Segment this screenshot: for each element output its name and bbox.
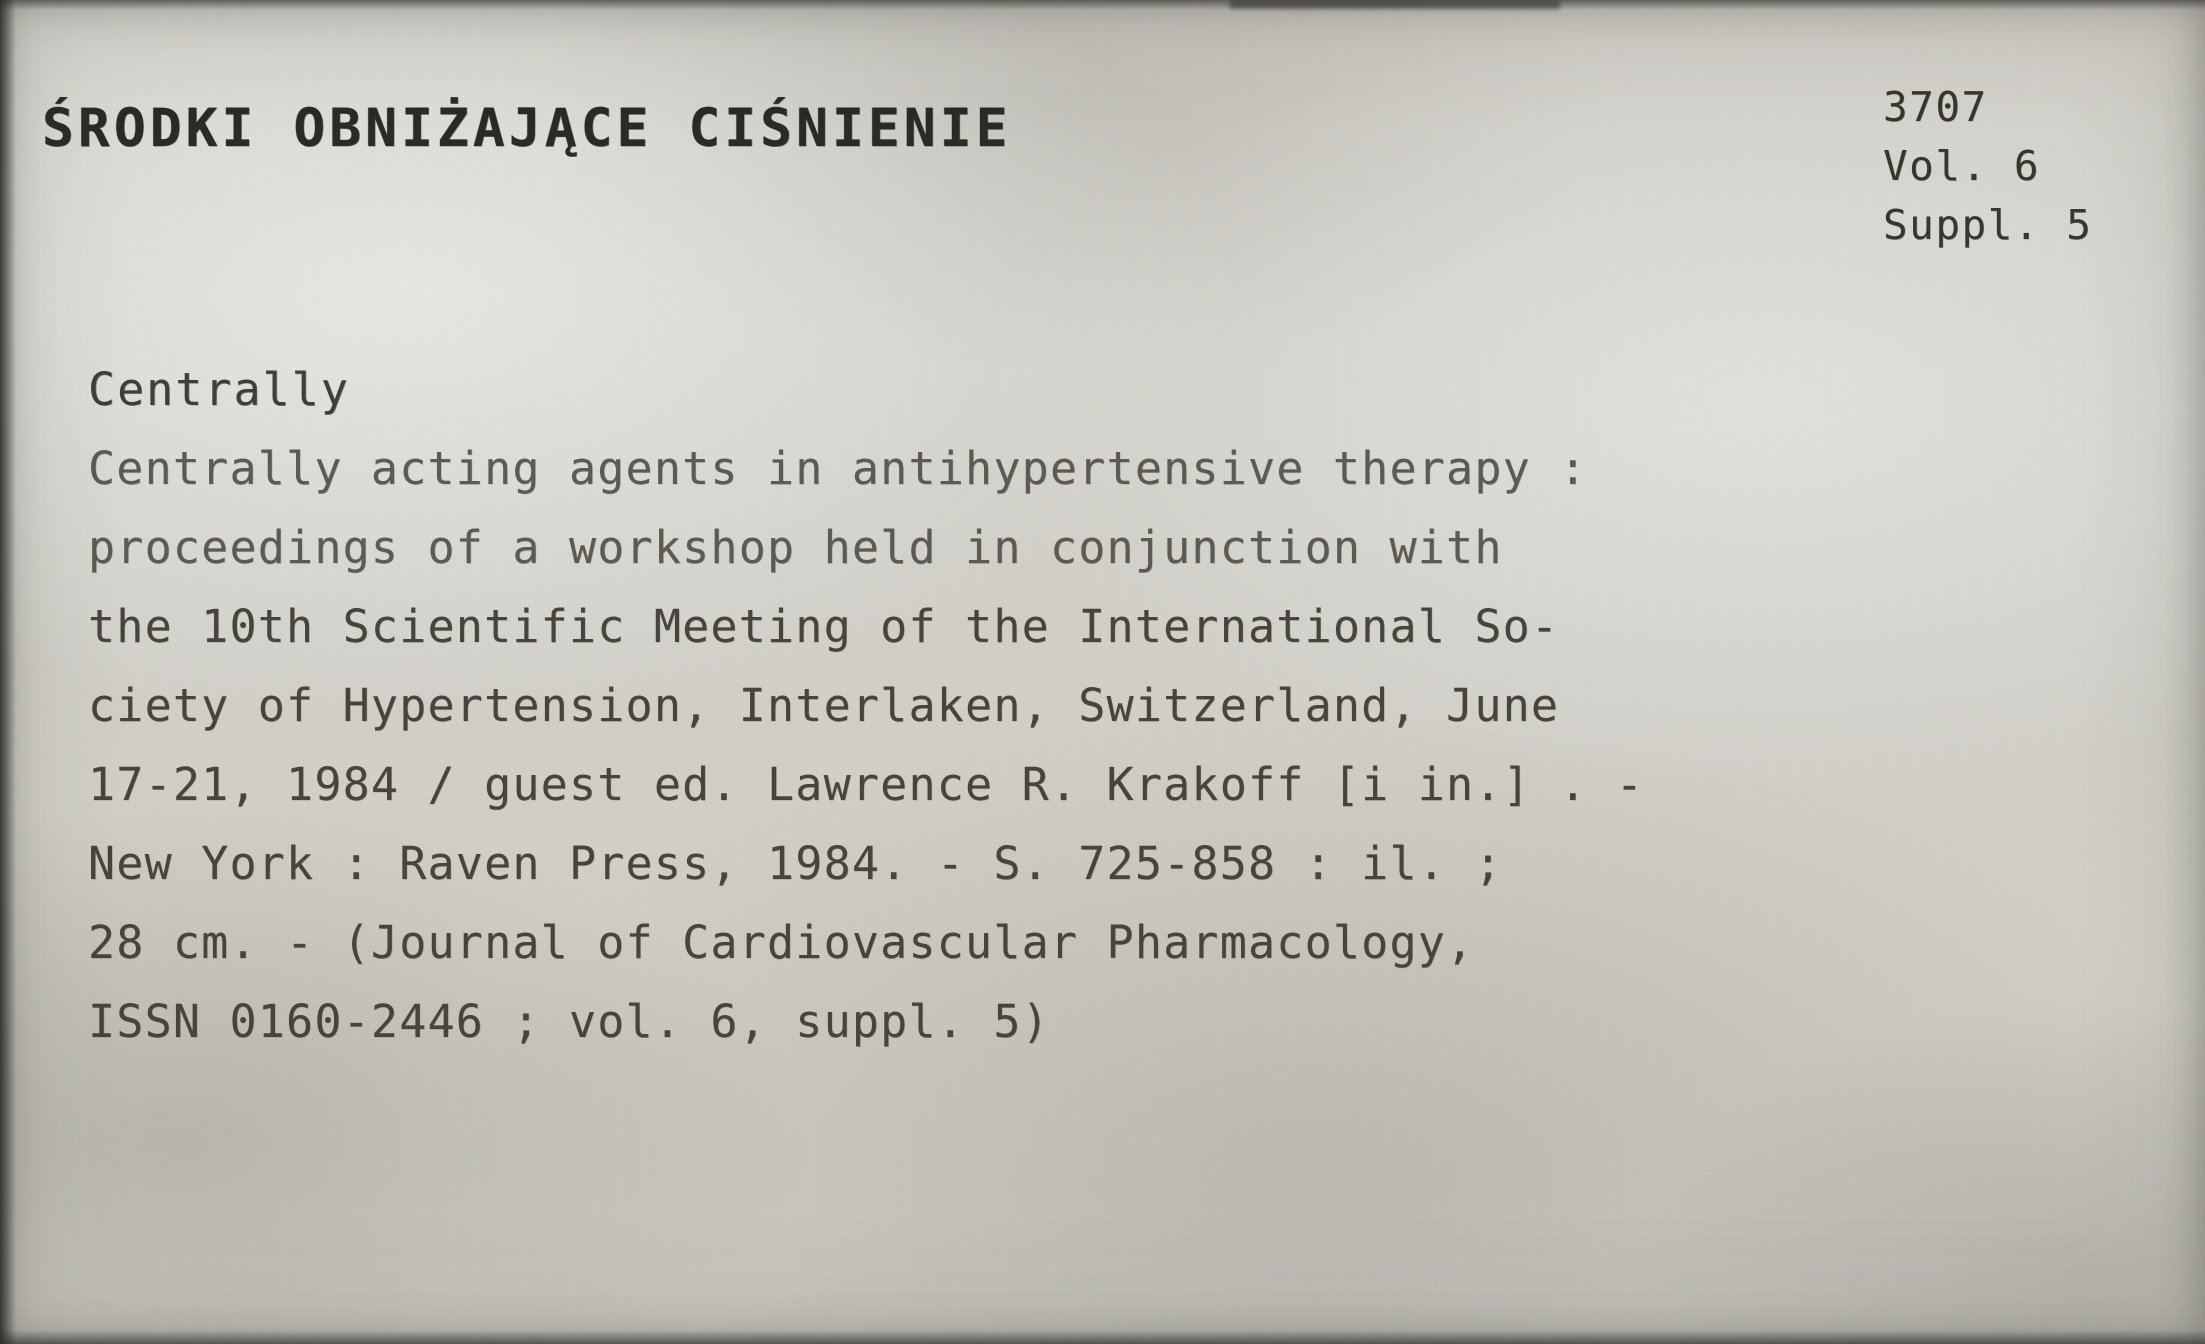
- entry-word: Centrally: [88, 363, 350, 416]
- description-line: ISSN 0160-2446 ; vol. 6, suppl. 5): [88, 995, 1050, 1048]
- subject-heading: ŚRODKI OBNIŻAJĄCE CIŚNIENIE: [42, 98, 1012, 159]
- description-line: Centrally acting agents in antihypertensive therapy :: [88, 442, 1588, 495]
- description-line: the 10th Scientific Meeting of the International So-: [88, 600, 1560, 653]
- supplement-value: Suppl. 5: [1883, 201, 2093, 249]
- description-line: New York : Raven Press, 1984. - S. 725-858 : il. ;: [88, 837, 1503, 890]
- description-line: proceedings of a workshop held in conjunction with: [88, 521, 1503, 574]
- description-line: 28 cm. - (Journal of Cardiovascular Pharmacology,: [88, 916, 1475, 969]
- call-number-value: 3707: [1883, 83, 1988, 131]
- call-number-block: [1883, 78, 2183, 255]
- volume-value: Vol. 6: [1883, 142, 2041, 190]
- description-line: ciety of Hypertension, Interlaken, Switzerland, June: [88, 679, 1560, 732]
- bibliographic-description: [88, 350, 2138, 1061]
- description-line: 17-21, 1984 / guest ed. Lawrence R. Krakoff [i in.] . -: [88, 758, 1645, 811]
